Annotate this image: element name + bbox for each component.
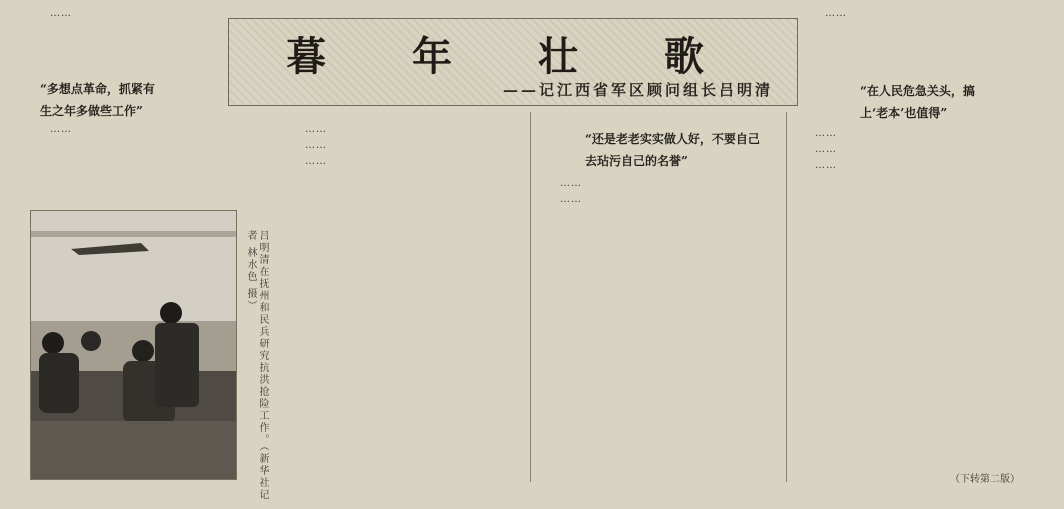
body-paragraph: …… (825, 8, 847, 19)
continuation-note: （下转第二版） (950, 474, 1020, 485)
column-divider (530, 112, 531, 482)
column-1-body (30, 122, 280, 202)
section-heading-2 (585, 128, 805, 172)
headline-subtitle: ——记江西省军区顾问组长吕明清 (502, 81, 773, 99)
column-4-top (805, 6, 1045, 74)
section-heading-3 (860, 80, 1050, 124)
section-heading-1-line2: 生之年多做些工作” (40, 104, 143, 118)
column-divider (786, 112, 787, 482)
section-heading-2-line2: 去玷污自己的名誉” (585, 154, 688, 168)
section-heading-3-line1: “在人民危急关头，搞 (860, 84, 975, 98)
headline-box (228, 18, 798, 106)
section-heading-2-line1: “还是老老实实做人好，不要自己 (585, 132, 760, 146)
headline-title: 暮 年 壮 歌 (286, 33, 740, 80)
body-paragraph: …… (560, 178, 582, 189)
body-paragraph: …… (815, 128, 837, 139)
news-photo (30, 210, 237, 480)
section-heading-1 (40, 78, 230, 122)
section-heading-3-line2: 上‘老本’也值得” (860, 106, 948, 120)
body-paragraph: …… (815, 144, 837, 155)
column-3 (540, 176, 780, 486)
column-1-top (30, 6, 220, 70)
column-2 (285, 122, 525, 482)
column-4 (795, 126, 1050, 466)
body-paragraph: …… (560, 194, 582, 205)
body-paragraph: …… (815, 160, 837, 171)
photo-caption: 吕明清在抚州和民兵研究抗洪抢险工作。（新华社记者 林水色 摄） (245, 230, 268, 501)
body-paragraph: …… (305, 140, 327, 151)
section-heading-1-line1: “多想点革命，抓紧有 (40, 82, 155, 96)
body-paragraph: …… (305, 124, 327, 135)
body-paragraph: …… (50, 8, 72, 19)
body-paragraph: …… (305, 156, 327, 167)
body-paragraph: …… (50, 124, 72, 135)
photo-illustration (31, 211, 236, 479)
